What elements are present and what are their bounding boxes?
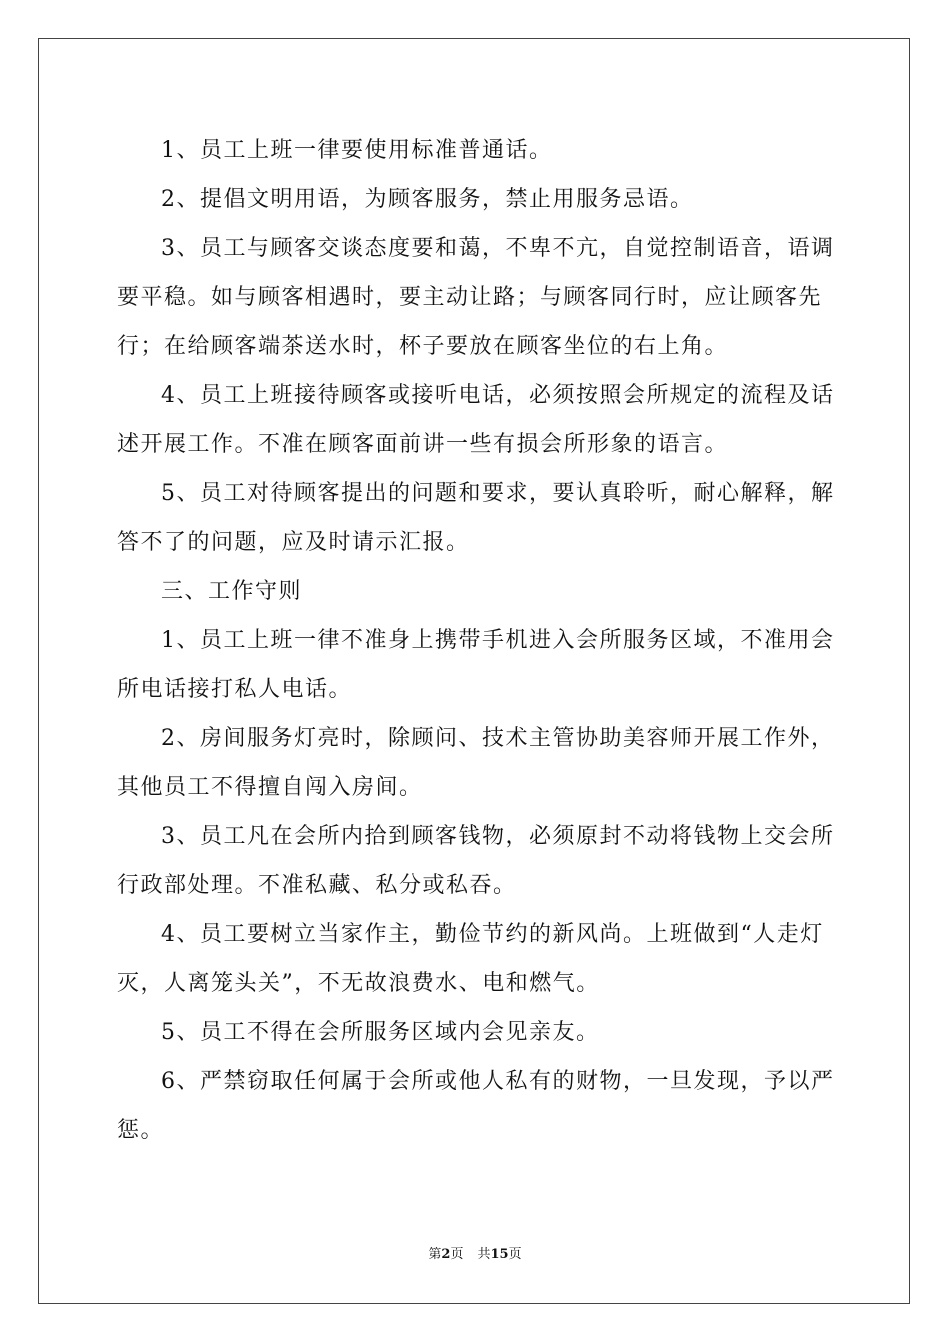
paragraph: 3、员工凡在会所内拾到顾客钱物，必须原封不动将钱物上交会所行政部处理。不准私藏、私分或私吞。 — [117, 824, 835, 898]
paragraph: 6、严禁窃取任何属于会所或他人私有的财物，一旦发现，予以严惩。 — [117, 1069, 835, 1143]
page-suffix: 页 — [450, 1247, 464, 1262]
current-page-number: 2 — [441, 1247, 451, 1262]
paragraph: 4、员工上班接待顾客或接听电话，必须按照会所规定的流程及话述开展工作。不准在顾客面前讲一些有损会所形象的语言。 — [117, 383, 835, 457]
paragraph: 3、员工与顾客交谈态度要和蔼，不卑不亢，自觉控制语音，语调要平稳。如与顾客相遇时，要主动让路；与顾客同行时，应让顾客先行；在给顾客端茶送水时，杯子要放在顾客坐位的右上角。 — [117, 236, 835, 359]
paragraph: 2、提倡文明用语，为顾客服务，禁止用服务忌语。 — [161, 187, 694, 212]
paragraph: 1、员工上班一律不准身上携带手机进入会所服务区域，不准用会所电话接打私人电话。 — [117, 628, 835, 702]
paragraph: 4、员工要树立当家作主，勤俭节约的新风尚。上班做到“人走灯灭，人离笼头关”，不无故浪费水、电和燃气。 — [117, 922, 824, 996]
page-prefix: 第 — [428, 1247, 442, 1262]
total-page-number: 15 — [490, 1247, 509, 1262]
paragraph: 1、员工上班一律要使用标准普通话。 — [161, 138, 553, 163]
document-body — [117, 126, 835, 1155]
paragraph: 5、员工不得在会所服务区域内会见亲友。 — [161, 1020, 600, 1045]
paragraph: 2、房间服务灯亮时，除顾问、技术主管协助美容师开展工作外，其他员工不得擅自闯入房间。 — [117, 726, 835, 800]
total-suffix: 页 — [508, 1247, 522, 1262]
page-footer — [0, 1246, 950, 1264]
total-prefix: 共 — [477, 1247, 491, 1262]
paragraph: 5、员工对待顾客提出的问题和要求，要认真聆听，耐心解释，解答不了的问题，应及时请示汇报。 — [117, 481, 835, 555]
section-heading: 三、工作守则 — [161, 579, 303, 604]
